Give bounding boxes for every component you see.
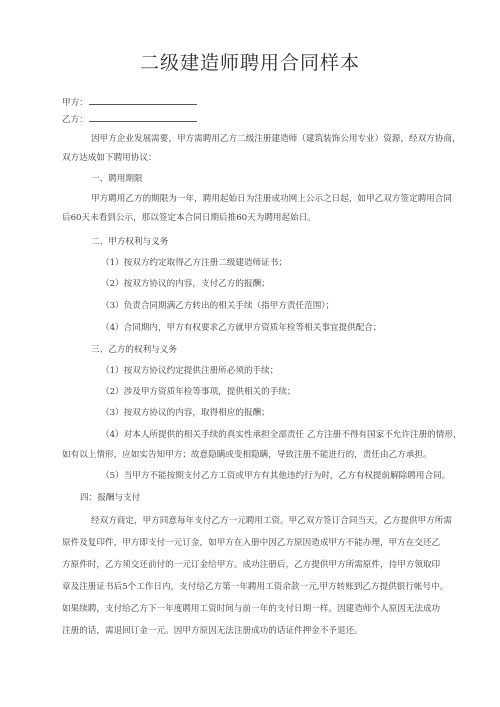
body-line: 如果续聘，支付给乙方下一年度聘用工资时间与前一年的支付日期一样。因建造师个人原因无法成功 bbox=[62, 604, 441, 614]
list-item: （5）当甲方不能按期支付乙方工资或甲方有其他违约行为时，乙方有权提前解除聘用合同。 bbox=[101, 471, 451, 481]
list-item: （2）按双方协议的内容，支付乙方的报酬； bbox=[101, 279, 270, 289]
section-heading: 三、乙方的权利与义务 bbox=[91, 345, 177, 355]
body-line: 原件及复印件，甲方即支付一元订金，如甲方在入册中因乙方原因造成甲方不能办理，甲方在交还乙 bbox=[62, 538, 441, 548]
party-b-field bbox=[62, 112, 438, 127]
list-item-continuation: 如有以上情形，应如实告知甲方；故意隐瞒或变相隐瞒，导致注册不能进行的，责任由乙方承担。 bbox=[62, 450, 432, 460]
intro-paragraph-line: 双方达成如下聘用协议： bbox=[62, 153, 157, 163]
intro-paragraph-line: 因甲方企业发展需要，甲方需聘用乙方二级注册建造师（建筑装饰公用专业）资源，经双方协商， bbox=[91, 134, 461, 144]
body-line: 章及注册证书后5个工作日内，支付给乙方第一年聘用工资余款一元,甲方转账到乙方提供银行帐号中。 bbox=[62, 582, 449, 592]
body-line: 后60天未看到公示，那以签定本合同日期后推60天为聘用起始日。 bbox=[62, 213, 316, 223]
page-title: 二级建造师聘用合同样本 bbox=[139, 52, 360, 74]
body-line: 经双方商定，甲方同意每年支付乙方一元聘用工资。甲乙双方签订合同当天，乙方提供甲方所需 bbox=[91, 516, 452, 526]
section-heading: 二、甲方权利与义务 bbox=[91, 237, 169, 247]
party-a-field bbox=[62, 95, 438, 110]
list-item: （3）负责合同期满乙方转出的相关手续（指甲方责任范围）； bbox=[101, 301, 335, 311]
body-line: 方原件时，乙方须交还前付的一元订金给甲方。成功注册后，乙方提供甲方所需原件，待甲方领取印 bbox=[62, 560, 441, 570]
party-a-label: 甲方： bbox=[62, 98, 88, 108]
list-item: （2）涉及甲方资质年检等事项，提供相关的手续； bbox=[101, 387, 296, 397]
list-item: （1）按双方协议约定提供注册所必须的手续； bbox=[101, 366, 279, 376]
party-b-blank[interactable] bbox=[89, 112, 197, 122]
section-heading: 一、聘用期限 bbox=[91, 174, 143, 184]
section-heading: 四：报酬与支付 bbox=[80, 493, 141, 503]
list-item: （1）按双方约定取得乙方注册二级建造师证书； bbox=[101, 258, 287, 268]
list-item: （3）按双方协议的内容，取得相应的报酬； bbox=[101, 408, 270, 418]
body-line: 注册的话，需退回订金一元。因甲方原因无法注册成功的话证件押金不予退还。 bbox=[62, 626, 363, 636]
party-a-blank[interactable] bbox=[89, 95, 197, 105]
body-line: 甲方聘用乙方的期限为一年，聘用起始日为注册成功网上公示之日起，如甲乙双方签定聘用合同 bbox=[91, 194, 452, 204]
party-b-label: 乙方： bbox=[62, 115, 88, 125]
list-item: （4）合同期内，甲方有权要求乙方就甲方资质年检等相关事宜提供配合； bbox=[101, 323, 382, 333]
list-item: （4）对本人所提供的相关手续的真实性承担全部责任 乙方注册不得有国家不允许注册的情形， bbox=[101, 430, 462, 440]
